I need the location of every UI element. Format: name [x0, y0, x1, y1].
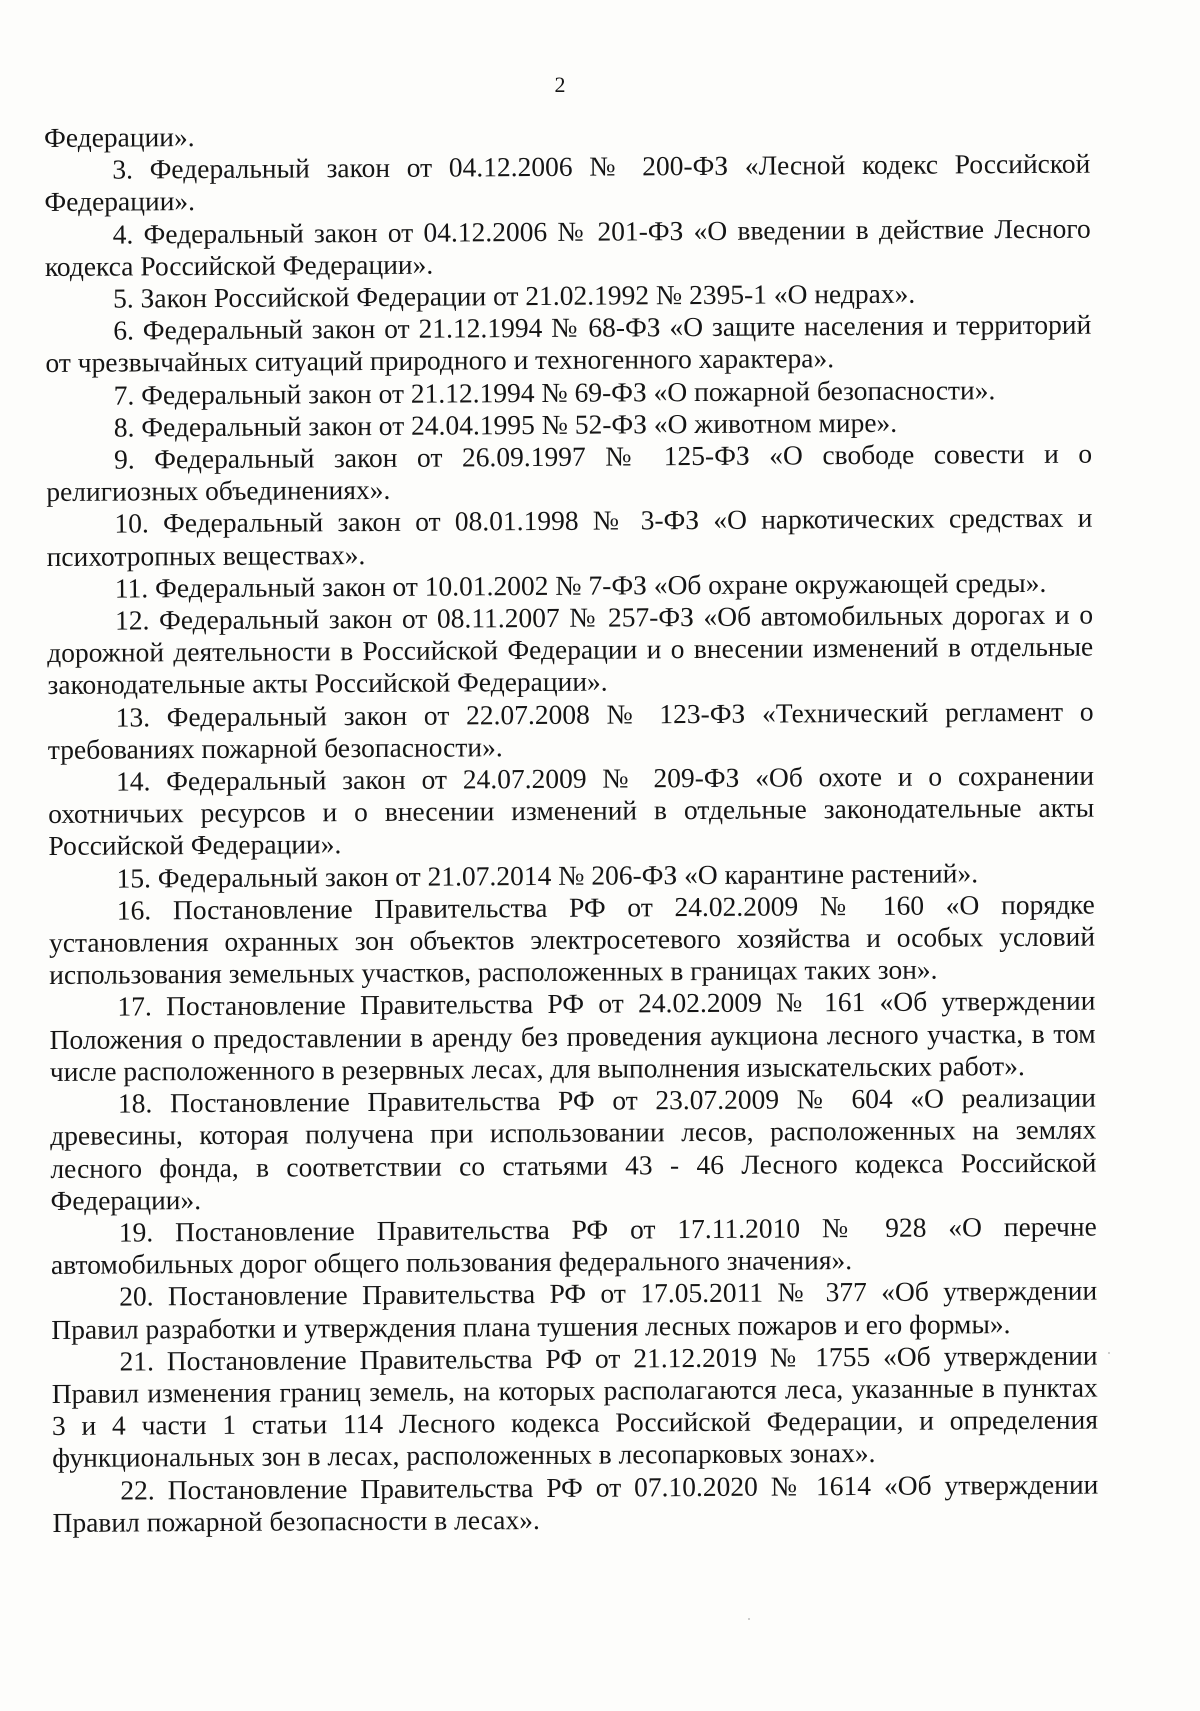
list-item-3: 3. Федеральный закон от 04.12.2006 № 200-ФЗ «Лесной кодекс Российской Федерации».: [44, 147, 1091, 218]
list-item-5: 5. Закон Российской Федерации от 21.02.1992 № 2395-1 «О недрах».: [112, 277, 916, 314]
list-item-6: 6. Федеральный закон от 21.12.1994 № 68-ФЗ «О защите населения и территорий от чрезвычайных ситуаций природного и техногенного характера».: [45, 308, 1092, 379]
list-item-12: 12. Федеральный закон от 08.11.2007 № 257-ФЗ «Об автомобильных дорогах и о дорожной деятельности в Российской Федерации и о внесении изменений в отдельные законодательные акты Российской Федерации».: [47, 598, 1094, 701]
list-item-14: 14. Федеральный закон от 24.07.2009 № 209-ФЗ «Об охоте и о сохранении охотничьих ресурсов и о внесении изменений в отдельные законодательные акты Российской Федерации».: [48, 759, 1095, 862]
list-item-4: 4. Федеральный закон от 04.12.2006 № 201-ФЗ «О введении в действие Лесного кодекса Российской Федерации».: [44, 212, 1091, 282]
list-item-22: 22. Постановление Правительства РФ от 07.10.2020 № 1614 «Об утверждении Правил пожарной безопасности в лесах».: [52, 1468, 1099, 1538]
list-item-7: 7. Федеральный закон от 21.12.1994 № 69-ФЗ «О пожарной безопасности».: [113, 373, 996, 411]
list-item-18: 18. Постановление Правительства РФ от 23.07.2009 № 604 «О реализации древесины, которая получена при использовании лесов, расположенных на землях лесного фонда, в соответствии со статьями 43 - 46 Лесного кодекса Российской Федерации».: [50, 1081, 1097, 1216]
document-body: [44, 116, 1099, 1539]
list-item-17: 17. Постановление Правительства РФ от 24.02.2009 № 161 «Об утверждении Положения о предоставлении в аренду без проведения аукциона лесного участка, в том числе расположенного в резервных лесах, для выполнения изыскательских работ».: [49, 985, 1096, 1087]
scan-dust-mark: [1108, 1352, 1110, 1354]
scan-dust-mark: [748, 1618, 750, 1620]
list-item-21: 21. Постановление Правительства РФ от 21.12.2019 № 1755 «Об утверждении Правил изменения границ земель, на которых располагаются леса, указанные в пунктах 3 и 4 части 1 статьи 114 Лесного кодекса Российской Федерации, и определения функциональных зон в лесах, расположенных в лесопарковых зонах».: [51, 1339, 1099, 1474]
list-item-20: 20. Постановление Правительства РФ от 17.05.2011 № 377 «Об утверждении Правил разработки и утверждения плана тушения лесных пожаров и его формы».: [51, 1274, 1098, 1345]
list-item-19: 19. Постановление Правительства РФ от 17.11.2010 № 928 «О перечне автомобильных дорог общего пользования федерального значения».: [50, 1210, 1097, 1281]
list-item-16: 16. Постановление Правительства РФ от 24.02.2009 № 160 «О порядке установления охранных зон объектов электросетевого хозяйства и особых условий использования земельных участков, расположенных в границах таких зон».: [48, 888, 1096, 991]
list-item-11: 11. Федеральный закон от 10.01.2002 № 7-ФЗ «Об охране окружающей среды».: [114, 566, 1047, 604]
list-item-13: 13. Федеральный закон от 22.07.2008 № 123-ФЗ «Технический регламент о требованиях пожарной безопасности».: [47, 695, 1094, 765]
list-item-9: 9. Федеральный закон от 26.09.1997 № 125-ФЗ «О свободе совести и о религиозных объединениях».: [46, 437, 1093, 508]
page-number: 2: [554, 72, 566, 97]
list-item-8: 8. Федеральный закон от 24.04.1995 № 52-ФЗ «О животном мире».: [113, 406, 898, 443]
list-item-15: 15. Федеральный закон от 21.07.2014 № 206-ФЗ «О карантине растений».: [116, 856, 979, 894]
continuation-text: Федерации».: [44, 121, 195, 153]
list-item-10: 10. Федеральный закон от 08.01.1998 № 3-ФЗ «О наркотических средствах и психотропных веществах».: [46, 502, 1093, 572]
